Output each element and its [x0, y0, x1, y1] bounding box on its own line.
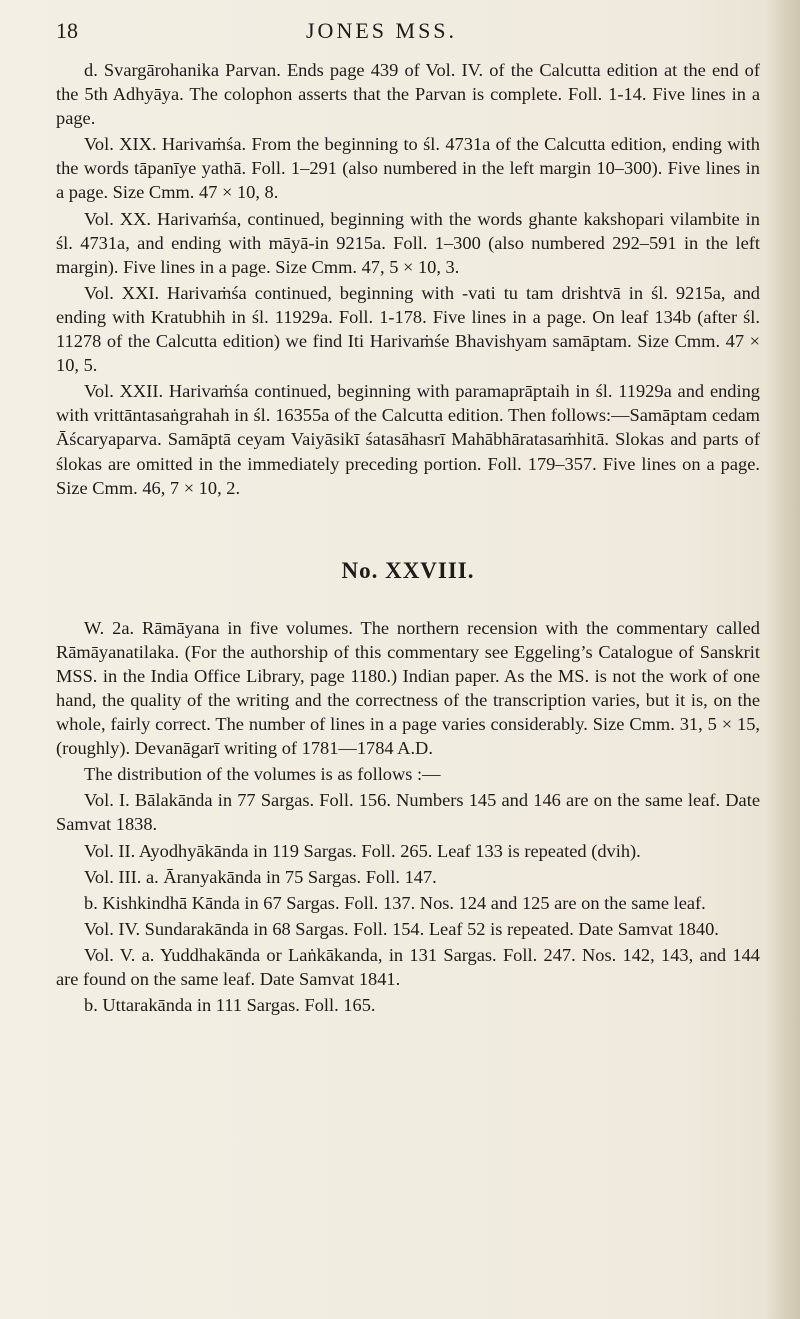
running-title: JONES MSS. — [306, 18, 458, 43]
paragraph: b. Kishkindhā Kānda in 67 Sargas. Foll. 137. Nos. 124 and 125 are on the same leaf. — [84, 892, 706, 913]
paragraph: Vol. I. Bālakānda in 77 Sargas. Foll. 156. Numbers 145 and 146 are on the same leaf. Date Samvat 1838. — [56, 790, 760, 835]
paragraph: d. Svargārohanika Parvan. Ends page 439 of Vol. IV. of the Calcutta edition at the end of the 5th Adhyāya. The colophon asserts that the Parvan is complete. Foll. 1-14. Five lines in a page. — [56, 60, 760, 129]
paragraph: The distribution of the volumes is as follows :— — [84, 764, 441, 785]
paragraph: Vol. XXI. Harivaṁśa continued, beginning with -vati tu tam drishtvā in śl. 9215a, and ending with Kratubhih in śl. 11929a. Foll. 1-178. Five lines in a page. On leaf 134b (after śl. 11278 of the Calcutta edition) we find Iti Harivaṁśe Bhavishyam samāptam. Size Cmm. 47 × 10, 5. — [56, 282, 760, 376]
paragraph: Vol. V. a. Yuddhakānda or Laṅkākanda, in 131 Sargas. Foll. 247. Nos. 142, 143, and 144 are found on the same leaf. Date Samvat 1841. — [56, 944, 760, 989]
paragraph: b. Uttarakānda in 111 Sargas. Foll. 165. — [84, 995, 376, 1016]
paragraph: Vol. II. Ayodhyākānda in 119 Sargas. Foll. 265. Leaf 133 is repeated (dvih). — [84, 840, 641, 861]
paragraph: Vol. IV. Sundarakānda in 68 Sargas. Foll. 154. Leaf 52 is repeated. Date Samvat 1840. — [84, 918, 719, 939]
paragraph: Vol. XXII. Harivaṁśa continued, beginning with paramaprāptaih in śl. 11929a and ending with vrittāntasaṅgrahah in śl. 16355a of the Calcutta edition. Then follows:—Samāptam cedam Āścaryaparva. Samāptā ceyam Vaiyāsikī śatasāhasrī Mahābhāratasaṁhitā. Slokas and parts of ślokas are omitted in the immediately preceding portion. Foll. 179–357. Five lines on a page. Size Cmm. 46, 7 × 10, 2. — [56, 381, 760, 498]
paragraph: W. 2a. Rāmāyana in five volumes. The northern recension with the commentary called Rāmāyanatilaka. (For the authorship of this commentary see Eggeling’s Catalogue of Sanskrit MSS. in the India Office Library, page 1180.) Indian paper. As the MS. is not the work of one hand, the quality of the writing and the correctness of the transcription varies, but it is, on the whole, fairly correct. The number of lines in a page varies considerably. Size Cmm. 31, 5 × 15, (roughly). Devanāgarī writing of 1781—1784 A.D. — [56, 617, 760, 759]
paragraph: Vol. XIX. Harivaṁśa. From the beginning to śl. 4731a of the Calcutta edition, ending with the words tāpanīye yathā. Foll. 1–291 (also numbered in the left margin 10–300). Five lines in a page. Size Cmm. 47 × 10, 8. — [56, 134, 760, 203]
page-edge-shadow — [766, 0, 800, 1319]
paragraph: Vol. XX. Harivaṁśa, continued, beginning with the words ghante kakshopari vilambite in śl. 4731a, and ending with māyā-in 9215a. Foll. 1–300 (also numbered 292–591 in the left margin). Five lines in a page. Size Cmm. 47, 5 × 10, 3. — [56, 208, 760, 277]
section-heading: No. XXVIII. — [341, 557, 475, 583]
entry-continuation — [56, 58, 760, 500]
paragraph: Vol. III. a. Āranyakānda in 75 Sargas. Foll. 147. — [84, 866, 437, 887]
page-header — [56, 18, 760, 58]
entry-xxviii — [56, 616, 760, 1018]
page-number: 18 — [56, 18, 78, 43]
